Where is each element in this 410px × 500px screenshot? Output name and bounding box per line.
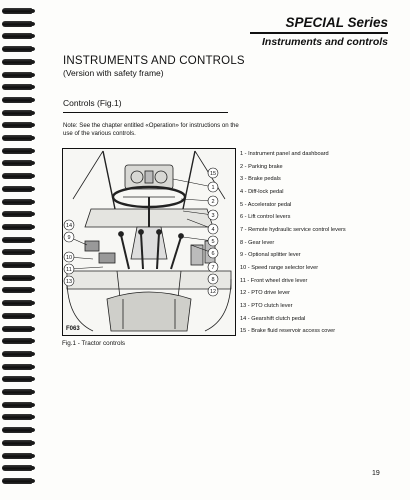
- binding-ring: [2, 275, 32, 281]
- binding-ring: [2, 21, 32, 27]
- legend-number: 12: [240, 290, 247, 297]
- figure-caption: Fig.1 - Tractor controls: [62, 340, 125, 347]
- legend-separator: -: [246, 328, 252, 335]
- binding-ring: [2, 364, 32, 370]
- binding-ring: [2, 326, 32, 332]
- callout-label: 11: [66, 267, 72, 273]
- binding-ring: [2, 46, 32, 52]
- legend-number: 6: [240, 214, 244, 221]
- legend-text: Accelerator pedal: [247, 201, 292, 208]
- binding-ring: [2, 135, 32, 141]
- binding-ring: [2, 110, 32, 116]
- binding-ring: [2, 440, 32, 446]
- binding-ring: [2, 224, 32, 230]
- binding-ring: [2, 338, 32, 344]
- binding-ring: [2, 173, 32, 179]
- legend-number: 5: [240, 201, 244, 208]
- legend-separator: -: [243, 201, 248, 208]
- binding-ring: [2, 84, 32, 90]
- legend-text: Diff-lock pedal: [248, 188, 284, 195]
- spiral-binding: [0, 8, 34, 492]
- legend-separator: -: [246, 315, 252, 322]
- binding-ring: [2, 186, 32, 192]
- callout-label: 3: [211, 213, 215, 219]
- controls-legend: [240, 148, 400, 338]
- legend-item: [240, 300, 400, 313]
- page-number: 19: [372, 470, 380, 477]
- legend-number: 1: [240, 151, 244, 157]
- callout-label: 5: [211, 239, 215, 245]
- legend-separator: -: [246, 264, 252, 271]
- binding-ring: [2, 389, 32, 395]
- legend-separator: -: [243, 252, 249, 259]
- legend-number: 4: [240, 188, 244, 195]
- binding-ring: [2, 478, 32, 484]
- controls-heading: Controls (Fig.1): [63, 98, 122, 108]
- binding-ring: [2, 402, 32, 408]
- legend-number: 11: [240, 277, 246, 284]
- binding-ring: [2, 465, 32, 471]
- legend-text: PTO clutch lever: [251, 302, 293, 309]
- legend-number: 9: [240, 252, 244, 259]
- legend-number: 15: [240, 328, 247, 335]
- binding-ring: [2, 122, 32, 128]
- legend-item: [240, 224, 400, 237]
- page-subtitle: (Version with safety frame): [63, 68, 164, 78]
- operation-note: Note: See the chapter entitled «Operation» for instructions on the use of the various controls.: [63, 122, 239, 137]
- legend-text: Front wheel drive lever: [250, 277, 308, 284]
- legend-item: [240, 186, 400, 199]
- legend-item: [240, 313, 400, 326]
- binding-ring: [2, 148, 32, 154]
- binding-ring: [2, 72, 32, 78]
- tractor-cab-illustration: [63, 149, 235, 335]
- binding-ring: [2, 453, 32, 459]
- legend-separator: -: [243, 214, 249, 221]
- legend-separator: -: [243, 176, 249, 183]
- legend-separator: -: [243, 188, 249, 195]
- legend-text: Brake pedals: [248, 176, 281, 183]
- legend-number: 13: [240, 302, 247, 309]
- page-title: INSTRUMENTS AND CONTROLS: [63, 55, 245, 67]
- legend-item: [240, 237, 400, 250]
- legend-separator: -: [243, 226, 249, 233]
- legend-item: [240, 199, 400, 212]
- callout-label: 15: [209, 171, 217, 177]
- legend-number: 3: [240, 176, 244, 183]
- legend-item: [240, 249, 400, 262]
- legend-item: [240, 325, 400, 338]
- legend-text: Brake fluid reservoir access cover: [251, 328, 336, 335]
- callout-label: 4: [211, 227, 215, 233]
- legend-number: 10: [240, 264, 247, 271]
- legend-item: [240, 287, 400, 300]
- binding-ring: [2, 199, 32, 205]
- legend-item: [240, 173, 400, 186]
- legend-item: [240, 275, 400, 288]
- binding-ring: [2, 59, 32, 65]
- legend-separator: -: [243, 151, 249, 157]
- legend-item: [240, 262, 400, 275]
- callout-label: 7: [211, 265, 215, 271]
- binding-ring: [2, 249, 32, 255]
- binding-ring: [2, 376, 32, 382]
- legend-number: 2: [240, 163, 244, 170]
- binding-ring: [2, 262, 32, 268]
- legend-separator: -: [246, 302, 252, 309]
- callout-label: 14: [65, 223, 73, 229]
- callout-label: 1: [211, 185, 215, 191]
- legend-number: 14: [240, 315, 247, 322]
- binding-ring: [2, 300, 32, 306]
- legend-text: Parking brake: [248, 163, 283, 170]
- callout-label: 8: [211, 277, 215, 283]
- legend-text: Remote hydraulic service control levers: [248, 226, 346, 233]
- legend-separator: -: [246, 290, 252, 297]
- binding-ring: [2, 414, 32, 420]
- series-title: SPECIAL Series: [285, 15, 388, 30]
- binding-ring: [2, 33, 32, 39]
- controls-rule: [63, 112, 228, 113]
- callout-label: 2: [211, 199, 215, 205]
- legend-text: Lift control levers: [248, 214, 291, 221]
- legend-separator: -: [243, 163, 249, 170]
- callout-label: 6: [211, 251, 215, 257]
- tractor-controls-figure: [62, 148, 236, 336]
- section-title: Instruments and controls: [261, 36, 388, 48]
- binding-ring: [2, 427, 32, 433]
- callout-label: 9: [67, 235, 71, 241]
- binding-ring: [2, 287, 32, 293]
- binding-ring: [2, 97, 32, 103]
- legend-separator: -: [243, 239, 249, 246]
- callout-label: 10: [65, 255, 73, 261]
- binding-ring: [2, 313, 32, 319]
- header-rule: [250, 32, 388, 34]
- legend-text: Gear lever: [248, 239, 275, 246]
- legend-item: [240, 161, 400, 174]
- legend-item: [240, 148, 400, 161]
- binding-ring: [2, 237, 32, 243]
- legend-number: 8: [240, 239, 244, 246]
- legend-text: Gearshift clutch pedal: [251, 315, 306, 322]
- legend-number: 7: [240, 226, 244, 233]
- callout-label: 13: [65, 279, 73, 285]
- legend-text: PTO drive lever: [251, 290, 290, 297]
- legend-item: [240, 211, 400, 224]
- figure-code: F063: [66, 326, 80, 332]
- callout-label: 12: [209, 289, 217, 295]
- binding-ring: [2, 160, 32, 166]
- binding-ring: [2, 211, 32, 217]
- legend-text: Speed range selector lever: [251, 264, 319, 271]
- legend-text: Instrument panel and dashboard: [248, 151, 329, 157]
- binding-ring: [2, 8, 32, 14]
- binding-ring: [2, 351, 32, 357]
- legend-separator: -: [245, 277, 251, 284]
- legend-text: Optional splitter lever: [248, 252, 301, 259]
